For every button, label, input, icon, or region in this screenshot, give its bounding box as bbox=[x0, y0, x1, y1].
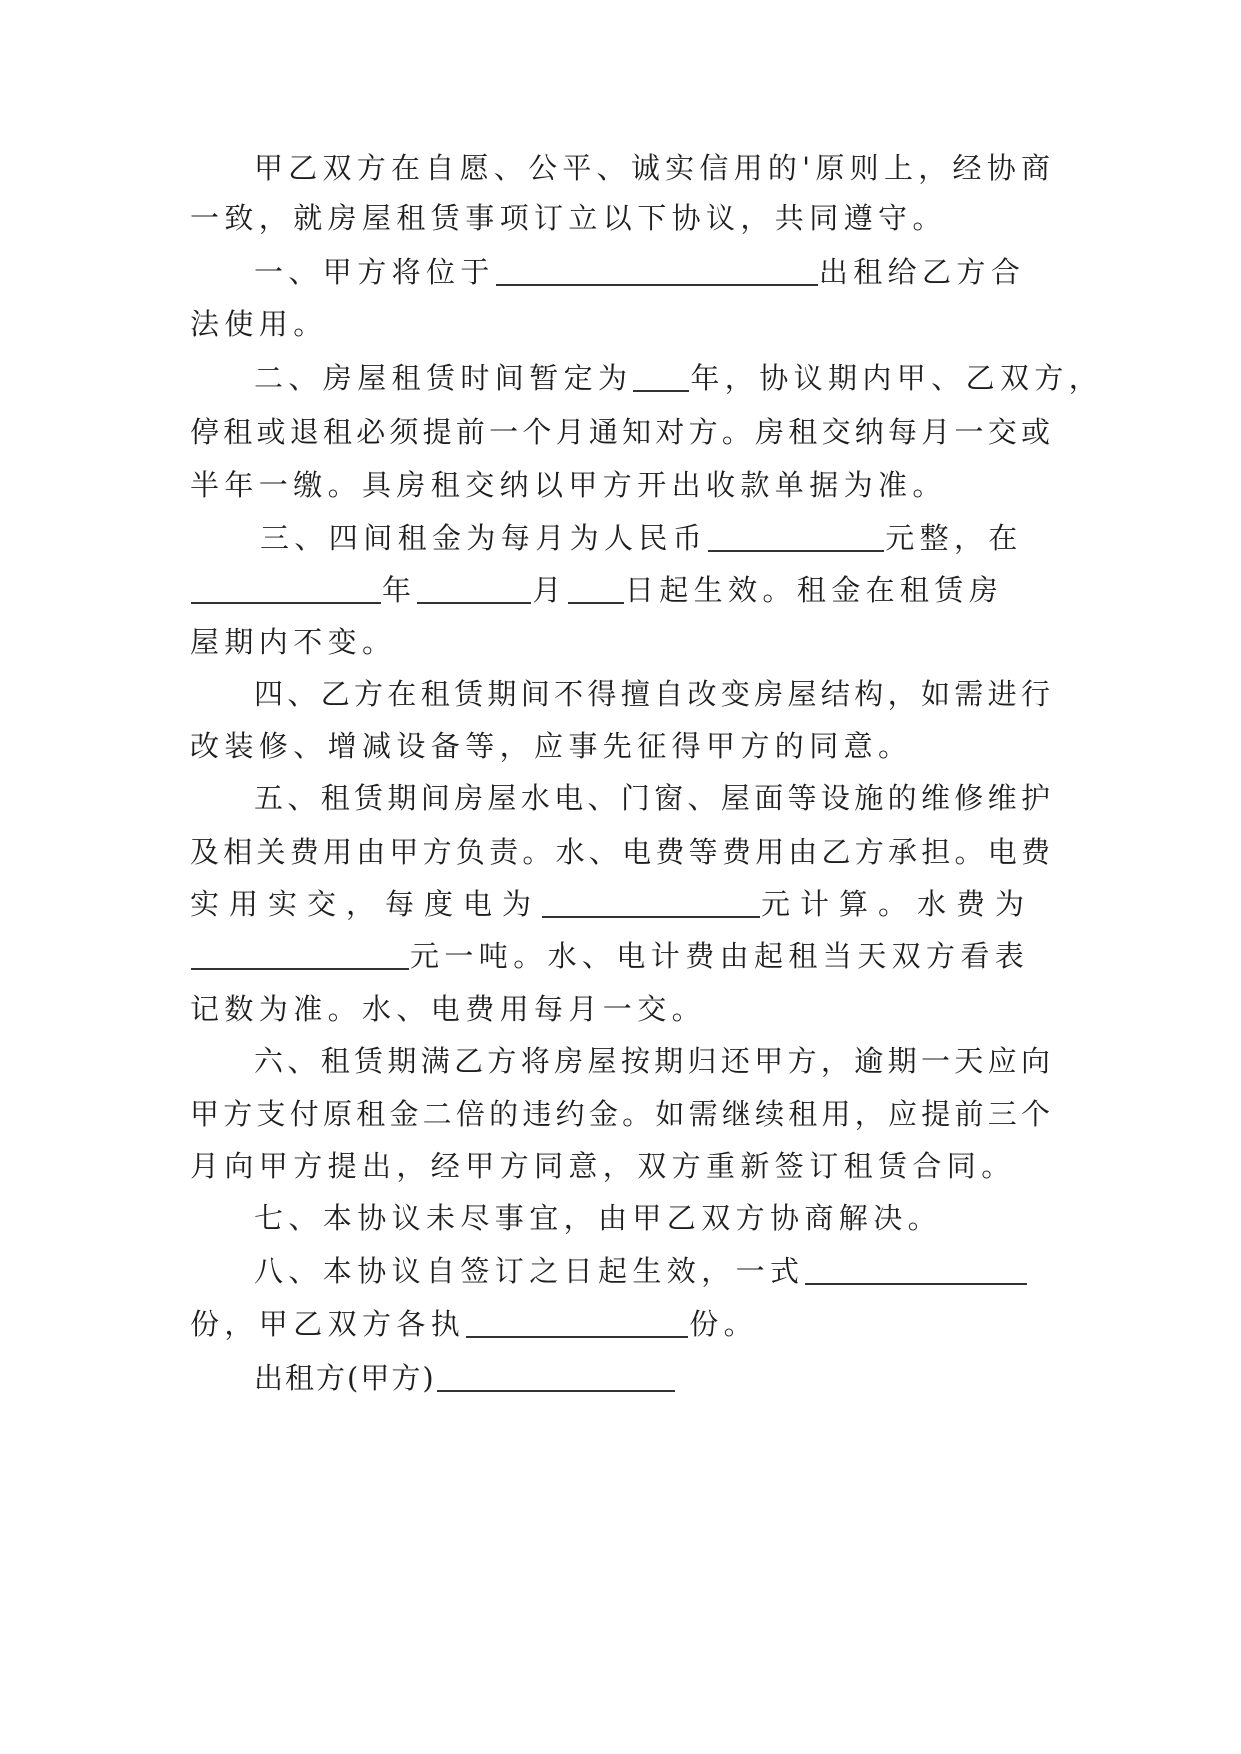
copies-total-blank bbox=[805, 1283, 1027, 1285]
lessor-signature-line: 出租方(甲方) bbox=[254, 1354, 1050, 1402]
clause-7-line-1: 七、本协议未尽事宜，由甲乙双方协商解决。 bbox=[254, 1201, 943, 1235]
start-month-blank bbox=[417, 602, 531, 604]
clause-1-line-1: 一、甲方将位于 出租给乙方合 bbox=[254, 255, 1026, 289]
copies-each-blank bbox=[466, 1336, 688, 1338]
intro-line-2: 一致，就房屋租赁事项订立以下协议，共同遵守。 bbox=[190, 201, 947, 235]
clause-2-line-1: 二、房屋租赁时间暂定为 年，协议期内甲、乙双方， bbox=[254, 361, 1104, 395]
clause-6-line-3: 月向甲方提出，经甲方同意，双方重新签订租赁合同。 bbox=[190, 1149, 1016, 1183]
clause-8-line-1: 八、本协议自签订之日起生效，一式 bbox=[254, 1247, 1050, 1295]
clause-6-line-1: 六、租赁期满乙方将房屋按期归还甲方，逾期一天应向 bbox=[254, 1044, 1050, 1078]
start-day-blank bbox=[568, 602, 624, 604]
clause-3-line-3: 屋期内不变。 bbox=[190, 625, 397, 659]
clause-3-line-1: 三、四间租金为每月为人民币 元整，在 bbox=[260, 521, 1023, 555]
intro-line-1: 甲乙双方在自愿、公平、诚实信用的'原则上，经协商 bbox=[254, 151, 1050, 185]
clause-1-line-2: 法使用。 bbox=[190, 307, 328, 341]
clause-5-line-4: 元一吨。水、电计费由起租当天双方看表 bbox=[190, 932, 1050, 980]
clause-5-line-1: 五、租赁期间房屋水电、门窗、屋面等设施的维修维护 bbox=[254, 781, 1050, 815]
clause-2-line-2: 停租或退租必须提前一个月通知对方。房租交纳每月一交或 bbox=[190, 415, 1050, 449]
clause-6-line-2: 甲方支付原租金二倍的违约金。如需继续租用，应提前三个 bbox=[190, 1097, 1050, 1131]
water-rate-blank bbox=[191, 968, 409, 970]
clause-4-line-2: 改装修、增减设备等，应事先征得甲方的同意。 bbox=[190, 729, 913, 763]
rent-amount-blank bbox=[708, 550, 884, 552]
clause-5-line-3: 实用实交，每度电为 元计算。水费为 bbox=[190, 887, 1035, 921]
clause-5-line-5: 记数为准。水、电费用每月一交。 bbox=[190, 992, 707, 1026]
clause-3-line-2: 年 月 日起生效。租金在租赁房 bbox=[190, 566, 1050, 614]
clause-8-line-2: 份，甲乙双方各执 份。 bbox=[190, 1307, 759, 1341]
term-years-blank bbox=[633, 390, 689, 392]
clause-5-line-2: 及相关费用由甲方负责。水、电费等费用由乙方承担。电费 bbox=[190, 835, 1050, 869]
clause-4-line-1: 四、乙方在租赁期间不得擅自改变房屋结构，如需进行 bbox=[254, 677, 1050, 711]
location-blank bbox=[496, 284, 818, 286]
lessor-signature-blank bbox=[437, 1390, 675, 1392]
electricity-rate-blank bbox=[542, 916, 760, 918]
start-year-blank bbox=[191, 602, 381, 604]
clause-2-line-3: 半年一缴。具房租交纳以甲方开出收款单据为准。 bbox=[190, 468, 947, 502]
